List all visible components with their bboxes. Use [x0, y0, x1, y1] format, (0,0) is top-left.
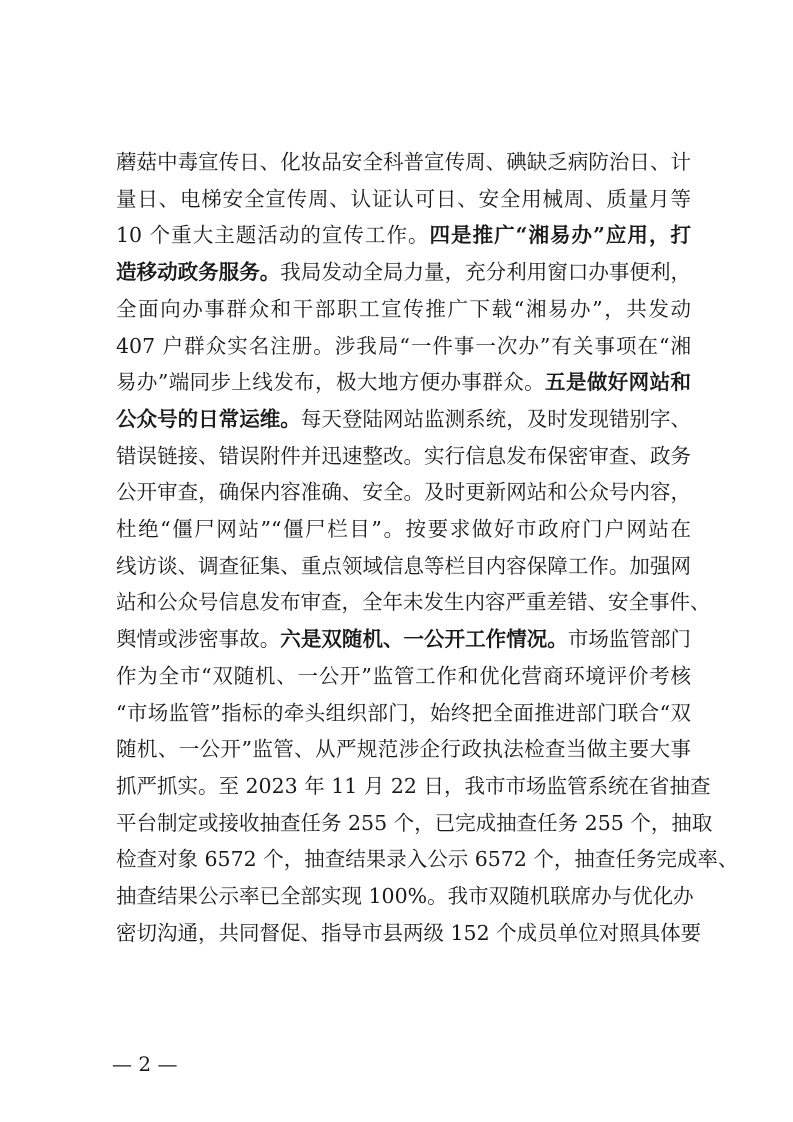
bold-heading-segment: 五是做好网站和: [545, 370, 691, 395]
text-segment: 全面向办事群众和干部职工宣传推广下载“湘易办”，共发动: [116, 296, 691, 321]
text-line: [116, 841, 739, 877]
text-segment: 错误链接、错误附件并迅速整改。实行信息发布保密审查、政务: [116, 443, 691, 468]
text-line: [116, 695, 691, 731]
text-line: [116, 254, 691, 290]
text-line: [116, 878, 694, 914]
text-segment: 线访谈、调查征集、重点领域信息等栏目内容保障工作。加强网: [116, 553, 691, 578]
text-segment: 舆情或涉密事故。: [116, 627, 281, 652]
text-line: [116, 584, 711, 620]
page-number: — 2 —: [112, 1052, 178, 1076]
text-segment: “市场监管”指标的牵头组织部门，始终把全面推进部门联合“双: [116, 700, 691, 725]
text-line: [116, 328, 691, 364]
text-segment: 随机、一公开”监管、从严规范涉企行政执法检查当做主要大事: [116, 737, 691, 762]
text-segment: 我局发动全局力量，充分利用窗口办事便利，: [280, 260, 691, 285]
text-line: [116, 181, 691, 217]
bold-heading-segment: 公众号的日常运维。: [116, 406, 301, 431]
text-segment: 检查对象 6572 个，抽查结果录入公示 6572 个，抽查任务完成率、: [116, 847, 739, 872]
text-line: [116, 401, 691, 437]
text-line: [116, 621, 691, 657]
bold-heading-segment: 六是双随机、一公开工作情况。: [280, 627, 568, 652]
text-segment: 量日、电梯安全宣传周、认证认可日、安全用械周、质量月等: [116, 186, 691, 211]
text-line: [116, 144, 691, 180]
text-segment: 杜绝“僵尸网站”“僵尸栏目”。按要求做好市政府门户网站在: [116, 517, 691, 541]
text-line: [116, 768, 711, 804]
text-line: [116, 731, 691, 767]
text-line: [116, 474, 691, 510]
text-line: [116, 548, 691, 584]
text-line: [116, 217, 691, 253]
text-segment: 抓严抓实。至 2023 年 11 月 22 日，我市市场监管系统在省抽查: [116, 773, 711, 798]
text-segment: 每天登陆网站监测系统，及时发现错别字、: [300, 406, 692, 431]
text-segment: 10 个重大主题活动的宣传工作。: [116, 223, 430, 248]
text-segment: 407 户群众实名注册。涉我局“一件事一次办”有关事项在“湘: [116, 333, 691, 358]
text-segment: 蘑菇中毒宣传日、化妆品安全科普宣传周、碘缺乏病防治日、计: [116, 150, 691, 174]
text-segment: 公开审查，确保内容准确、安全。及时更新网站和公众号内容，: [116, 480, 691, 505]
text-line: [116, 511, 691, 547]
text-segment: 作为全市“双随机、一公开”监管工作和优化营商环境评价考核: [116, 663, 691, 688]
text-line: [116, 364, 691, 400]
text-segment: 平台制定或接收抽查任务 255 个，已完成抽查任务 255 个，抽取: [116, 810, 713, 835]
text-line: [116, 915, 702, 951]
text-segment: 市场监管部门: [567, 627, 692, 652]
text-segment: 抽查结果公示率已全部实现 100%。我市双随机联席办与优化办: [116, 884, 694, 908]
text-line: [116, 438, 691, 474]
text-segment: 密切沟通，共同督促、指导市县两级 152 个成员单位对照具体要: [116, 920, 702, 945]
bold-heading-segment: 造移动政务服务。: [116, 260, 281, 285]
text-line: [116, 805, 713, 841]
text-segment: 站和公众号信息发布审查，全年未发生内容严重差错、安全事件、: [116, 590, 711, 615]
bold-heading-segment: 四是推广“湘易办”应用，打: [429, 223, 691, 248]
text-line: [116, 658, 691, 694]
text-line: [116, 291, 691, 327]
text-segment: 易办”端同步上线发布，极大地方便办事群众。: [116, 370, 546, 395]
